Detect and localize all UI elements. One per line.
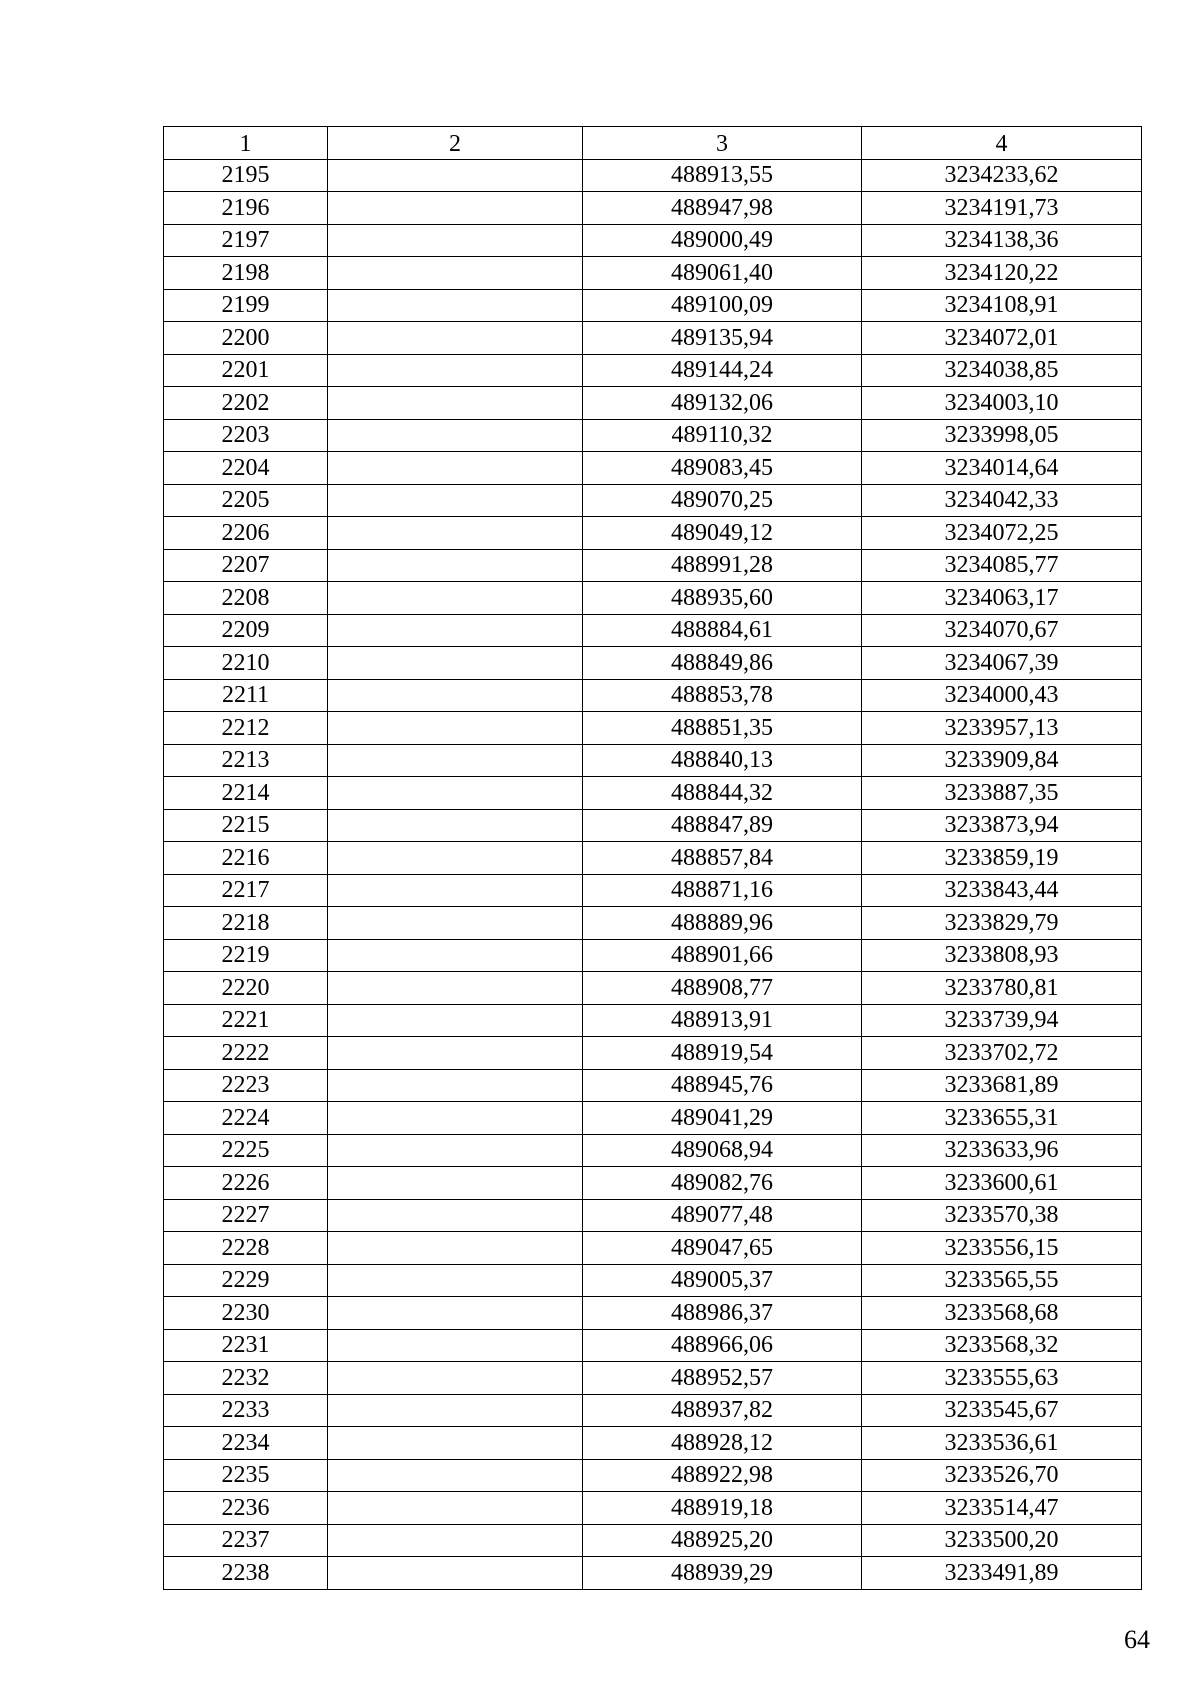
x-coordinate-cell: 488851,35 xyxy=(583,712,862,745)
table-row xyxy=(164,614,1142,647)
x-coordinate-cell: 488935,60 xyxy=(583,582,862,615)
x-coordinate-cell: 488840,13 xyxy=(583,744,862,777)
y-coordinate-cell: 3233491,89 xyxy=(862,1557,1142,1590)
x-coordinate-cell: 488945,76 xyxy=(583,1069,862,1102)
y-coordinate-cell: 3233780,81 xyxy=(862,972,1142,1005)
table-row xyxy=(164,419,1142,452)
x-coordinate-cell: 489061,40 xyxy=(583,257,862,290)
table-row xyxy=(164,549,1142,582)
table-row xyxy=(164,1232,1142,1265)
x-coordinate-cell: 489135,94 xyxy=(583,322,862,355)
table-row xyxy=(164,972,1142,1005)
x-coordinate-cell: 488884,61 xyxy=(583,614,862,647)
table-row xyxy=(164,1557,1142,1590)
x-coordinate-cell: 488939,29 xyxy=(583,1557,862,1590)
y-coordinate-cell: 3234072,25 xyxy=(862,517,1142,550)
point-number-cell: 2197 xyxy=(164,224,328,257)
x-coordinate-cell: 488853,78 xyxy=(583,679,862,712)
table-row xyxy=(164,1264,1142,1297)
empty-cell xyxy=(328,1427,583,1460)
y-coordinate-cell: 3233843,44 xyxy=(862,874,1142,907)
empty-cell xyxy=(328,159,583,192)
empty-cell xyxy=(328,517,583,550)
table-row xyxy=(164,1004,1142,1037)
table-row xyxy=(164,582,1142,615)
point-number-cell: 2232 xyxy=(164,1362,328,1395)
point-number-cell: 2217 xyxy=(164,874,328,907)
table-row xyxy=(164,257,1142,290)
y-coordinate-cell: 3234108,91 xyxy=(862,289,1142,322)
empty-cell xyxy=(328,874,583,907)
point-number-cell: 2200 xyxy=(164,322,328,355)
table-row xyxy=(164,647,1142,680)
point-number-cell: 2220 xyxy=(164,972,328,1005)
table-row xyxy=(164,777,1142,810)
empty-cell xyxy=(328,1329,583,1362)
x-coordinate-cell: 488889,96 xyxy=(583,907,862,940)
table-row xyxy=(164,1199,1142,1232)
empty-cell xyxy=(328,809,583,842)
empty-cell xyxy=(328,1069,583,1102)
empty-cell xyxy=(328,1134,583,1167)
x-coordinate-cell: 488947,98 xyxy=(583,192,862,225)
point-number-cell: 2195 xyxy=(164,159,328,192)
table-row xyxy=(164,322,1142,355)
y-coordinate-cell: 3234085,77 xyxy=(862,549,1142,582)
point-number-cell: 2208 xyxy=(164,582,328,615)
column-header-4: 4 xyxy=(862,127,1142,160)
y-coordinate-cell: 3234070,67 xyxy=(862,614,1142,647)
point-number-cell: 2238 xyxy=(164,1557,328,1590)
column-header-3: 3 xyxy=(583,127,862,160)
table-header xyxy=(164,127,1142,160)
empty-cell xyxy=(328,192,583,225)
empty-cell xyxy=(328,679,583,712)
table-row xyxy=(164,1297,1142,1330)
table-row xyxy=(164,192,1142,225)
y-coordinate-cell: 3233739,94 xyxy=(862,1004,1142,1037)
empty-cell xyxy=(328,1264,583,1297)
empty-cell xyxy=(328,907,583,940)
empty-cell xyxy=(328,1557,583,1590)
y-coordinate-cell: 3233681,89 xyxy=(862,1069,1142,1102)
table-row xyxy=(164,712,1142,745)
y-coordinate-cell: 3233655,31 xyxy=(862,1102,1142,1135)
y-coordinate-cell: 3233536,61 xyxy=(862,1427,1142,1460)
point-number-cell: 2210 xyxy=(164,647,328,680)
page-number: 64 xyxy=(1124,1625,1150,1654)
y-coordinate-cell: 3233873,94 xyxy=(862,809,1142,842)
empty-cell xyxy=(328,484,583,517)
coordinates-table xyxy=(163,126,1142,1590)
empty-cell xyxy=(328,744,583,777)
y-coordinate-cell: 3233568,32 xyxy=(862,1329,1142,1362)
point-number-cell: 2227 xyxy=(164,1199,328,1232)
x-coordinate-cell: 488901,66 xyxy=(583,939,862,972)
x-coordinate-cell: 488844,32 xyxy=(583,777,862,810)
empty-cell xyxy=(328,1004,583,1037)
y-coordinate-cell: 3233859,19 xyxy=(862,842,1142,875)
table-row xyxy=(164,159,1142,192)
point-number-cell: 2236 xyxy=(164,1492,328,1525)
x-coordinate-cell: 489049,12 xyxy=(583,517,862,550)
table-row xyxy=(164,1492,1142,1525)
point-number-cell: 2228 xyxy=(164,1232,328,1265)
empty-cell xyxy=(328,1232,583,1265)
x-coordinate-cell: 489077,48 xyxy=(583,1199,862,1232)
empty-cell xyxy=(328,289,583,322)
table-row xyxy=(164,354,1142,387)
point-number-cell: 2229 xyxy=(164,1264,328,1297)
x-coordinate-cell: 488919,54 xyxy=(583,1037,862,1070)
table-row xyxy=(164,1459,1142,1492)
empty-cell xyxy=(328,1199,583,1232)
y-coordinate-cell: 3234191,73 xyxy=(862,192,1142,225)
x-coordinate-cell: 489047,65 xyxy=(583,1232,862,1265)
empty-cell xyxy=(328,614,583,647)
point-number-cell: 2198 xyxy=(164,257,328,290)
point-number-cell: 2218 xyxy=(164,907,328,940)
x-coordinate-cell: 489070,25 xyxy=(583,484,862,517)
point-number-cell: 2224 xyxy=(164,1102,328,1135)
y-coordinate-cell: 3233957,13 xyxy=(862,712,1142,745)
empty-cell xyxy=(328,452,583,485)
x-coordinate-cell: 489100,09 xyxy=(583,289,862,322)
table-row xyxy=(164,1329,1142,1362)
x-coordinate-cell: 488937,82 xyxy=(583,1394,862,1427)
empty-cell xyxy=(328,582,583,615)
empty-cell xyxy=(328,1459,583,1492)
empty-cell xyxy=(328,712,583,745)
empty-cell xyxy=(328,1167,583,1200)
y-coordinate-cell: 3234138,36 xyxy=(862,224,1142,257)
y-coordinate-cell: 3233526,70 xyxy=(862,1459,1142,1492)
point-number-cell: 2203 xyxy=(164,419,328,452)
y-coordinate-cell: 3233570,38 xyxy=(862,1199,1142,1232)
y-coordinate-cell: 3234233,62 xyxy=(862,159,1142,192)
table-row xyxy=(164,1362,1142,1395)
point-number-cell: 2202 xyxy=(164,387,328,420)
x-coordinate-cell: 488849,86 xyxy=(583,647,862,680)
x-coordinate-cell: 488966,06 xyxy=(583,1329,862,1362)
empty-cell xyxy=(328,647,583,680)
empty-cell xyxy=(328,419,583,452)
y-coordinate-cell: 3234003,10 xyxy=(862,387,1142,420)
table-row xyxy=(164,1102,1142,1135)
empty-cell xyxy=(328,1102,583,1135)
empty-cell xyxy=(328,842,583,875)
point-number-cell: 2204 xyxy=(164,452,328,485)
empty-cell xyxy=(328,1037,583,1070)
point-number-cell: 2207 xyxy=(164,549,328,582)
x-coordinate-cell: 489144,24 xyxy=(583,354,862,387)
empty-cell xyxy=(328,939,583,972)
point-number-cell: 2214 xyxy=(164,777,328,810)
empty-cell xyxy=(328,777,583,810)
point-number-cell: 2234 xyxy=(164,1427,328,1460)
y-coordinate-cell: 3233829,79 xyxy=(862,907,1142,940)
y-coordinate-cell: 3233514,47 xyxy=(862,1492,1142,1525)
table-row xyxy=(164,842,1142,875)
x-coordinate-cell: 489068,94 xyxy=(583,1134,862,1167)
point-number-cell: 2219 xyxy=(164,939,328,972)
y-coordinate-cell: 3233702,72 xyxy=(862,1037,1142,1070)
table-row xyxy=(164,289,1142,322)
x-coordinate-cell: 489082,76 xyxy=(583,1167,862,1200)
y-coordinate-cell: 3234067,39 xyxy=(862,647,1142,680)
empty-cell xyxy=(328,354,583,387)
empty-cell xyxy=(328,257,583,290)
y-coordinate-cell: 3233500,20 xyxy=(862,1524,1142,1557)
y-coordinate-cell: 3233568,68 xyxy=(862,1297,1142,1330)
x-coordinate-cell: 488919,18 xyxy=(583,1492,862,1525)
x-coordinate-cell: 489110,32 xyxy=(583,419,862,452)
column-header-2: 2 xyxy=(328,127,583,160)
table-row xyxy=(164,484,1142,517)
table-row xyxy=(164,874,1142,907)
empty-cell xyxy=(328,1362,583,1395)
x-coordinate-cell: 489041,29 xyxy=(583,1102,862,1135)
x-coordinate-cell: 488913,55 xyxy=(583,159,862,192)
y-coordinate-cell: 3233909,84 xyxy=(862,744,1142,777)
table-row xyxy=(164,1069,1142,1102)
empty-cell xyxy=(328,1492,583,1525)
y-coordinate-cell: 3233808,93 xyxy=(862,939,1142,972)
empty-cell xyxy=(328,549,583,582)
table-row xyxy=(164,1427,1142,1460)
x-coordinate-cell: 488847,89 xyxy=(583,809,862,842)
point-number-cell: 2211 xyxy=(164,679,328,712)
point-number-cell: 2222 xyxy=(164,1037,328,1070)
table-row xyxy=(164,939,1142,972)
y-coordinate-cell: 3234038,85 xyxy=(862,354,1142,387)
point-number-cell: 2216 xyxy=(164,842,328,875)
x-coordinate-cell: 488922,98 xyxy=(583,1459,862,1492)
y-coordinate-cell: 3234063,17 xyxy=(862,582,1142,615)
table-row xyxy=(164,452,1142,485)
point-number-cell: 2213 xyxy=(164,744,328,777)
empty-cell xyxy=(328,1524,583,1557)
empty-cell xyxy=(328,387,583,420)
table-row xyxy=(164,387,1142,420)
y-coordinate-cell: 3234000,43 xyxy=(862,679,1142,712)
x-coordinate-cell: 488871,16 xyxy=(583,874,862,907)
y-coordinate-cell: 3233555,63 xyxy=(862,1362,1142,1395)
table-row xyxy=(164,809,1142,842)
table-body xyxy=(164,159,1142,1589)
point-number-cell: 2221 xyxy=(164,1004,328,1037)
point-number-cell: 2233 xyxy=(164,1394,328,1427)
empty-cell xyxy=(328,1297,583,1330)
y-coordinate-cell: 3233565,55 xyxy=(862,1264,1142,1297)
table-header-row xyxy=(164,127,1142,160)
y-coordinate-cell: 3234014,64 xyxy=(862,452,1142,485)
table-row xyxy=(164,1524,1142,1557)
x-coordinate-cell: 489083,45 xyxy=(583,452,862,485)
point-number-cell: 2201 xyxy=(164,354,328,387)
x-coordinate-cell: 488857,84 xyxy=(583,842,862,875)
empty-cell xyxy=(328,972,583,1005)
point-number-cell: 2206 xyxy=(164,517,328,550)
point-number-cell: 2226 xyxy=(164,1167,328,1200)
empty-cell xyxy=(328,322,583,355)
x-coordinate-cell: 488908,77 xyxy=(583,972,862,1005)
table-row xyxy=(164,517,1142,550)
point-number-cell: 2215 xyxy=(164,809,328,842)
table-row xyxy=(164,744,1142,777)
table-row xyxy=(164,1394,1142,1427)
y-coordinate-cell: 3233633,96 xyxy=(862,1134,1142,1167)
point-number-cell: 2237 xyxy=(164,1524,328,1557)
x-coordinate-cell: 488986,37 xyxy=(583,1297,862,1330)
table-row xyxy=(164,224,1142,257)
x-coordinate-cell: 488913,91 xyxy=(583,1004,862,1037)
table-row xyxy=(164,679,1142,712)
x-coordinate-cell: 488928,12 xyxy=(583,1427,862,1460)
x-coordinate-cell: 489132,06 xyxy=(583,387,862,420)
y-coordinate-cell: 3233600,61 xyxy=(862,1167,1142,1200)
table-row xyxy=(164,907,1142,940)
point-number-cell: 2231 xyxy=(164,1329,328,1362)
table-row xyxy=(164,1167,1142,1200)
x-coordinate-cell: 489005,37 xyxy=(583,1264,862,1297)
point-number-cell: 2212 xyxy=(164,712,328,745)
point-number-cell: 2225 xyxy=(164,1134,328,1167)
x-coordinate-cell: 488991,28 xyxy=(583,549,862,582)
x-coordinate-cell: 489000,49 xyxy=(583,224,862,257)
table-row xyxy=(164,1134,1142,1167)
point-number-cell: 2235 xyxy=(164,1459,328,1492)
x-coordinate-cell: 488925,20 xyxy=(583,1524,862,1557)
point-number-cell: 2196 xyxy=(164,192,328,225)
y-coordinate-cell: 3233998,05 xyxy=(862,419,1142,452)
empty-cell xyxy=(328,224,583,257)
y-coordinate-cell: 3233545,67 xyxy=(862,1394,1142,1427)
x-coordinate-cell: 488952,57 xyxy=(583,1362,862,1395)
column-header-1: 1 xyxy=(164,127,328,160)
empty-cell xyxy=(328,1394,583,1427)
point-number-cell: 2209 xyxy=(164,614,328,647)
point-number-cell: 2230 xyxy=(164,1297,328,1330)
y-coordinate-cell: 3234042,33 xyxy=(862,484,1142,517)
y-coordinate-cell: 3234120,22 xyxy=(862,257,1142,290)
point-number-cell: 2223 xyxy=(164,1069,328,1102)
table-row xyxy=(164,1037,1142,1070)
y-coordinate-cell: 3233887,35 xyxy=(862,777,1142,810)
point-number-cell: 2199 xyxy=(164,289,328,322)
point-number-cell: 2205 xyxy=(164,484,328,517)
y-coordinate-cell: 3233556,15 xyxy=(862,1232,1142,1265)
y-coordinate-cell: 3234072,01 xyxy=(862,322,1142,355)
